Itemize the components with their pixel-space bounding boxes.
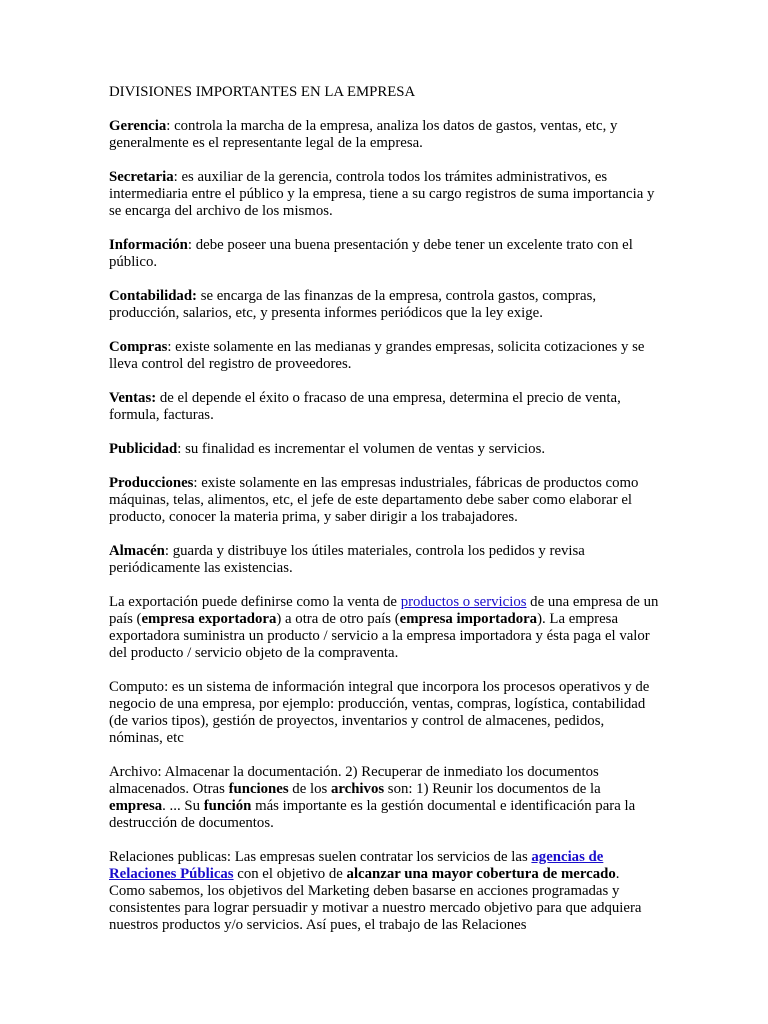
paragraph-gerencia	[109, 118, 659, 152]
relaciones-bold-cobertura: alcanzar una mayor cobertura de mercado	[346, 866, 616, 882]
paragraph-compras	[109, 339, 659, 373]
paragraph-archivo	[109, 764, 659, 832]
term-informacion: Información	[109, 237, 188, 253]
term-ventas: Ventas:	[109, 390, 157, 406]
term-gerencia: Gerencia	[109, 118, 167, 134]
exportacion-bold-exportadora: empresa exportadora	[141, 611, 277, 627]
term-almacen: Almacén	[109, 543, 165, 559]
text-ventas: de el depende el éxito o fracaso de una empresa, determina el precio de venta, formula, facturas.	[109, 390, 621, 423]
paragraph-relaciones	[109, 849, 659, 934]
archivo-text-2: de los	[288, 781, 331, 797]
link-agencias-relaciones-publicas[interactable]: agencias de Relaciones Públicas	[109, 849, 604, 882]
paragraph-almacen	[109, 543, 659, 577]
paragraph-publicidad	[109, 441, 659, 458]
text-almacen: : guarda y distribuye los útiles materiales, controla los pedidos y revisa periódicamente las existencias.	[109, 543, 585, 576]
relaciones-text-1: Relaciones publicas: Las empresas suelen contratar los servicios de las	[109, 849, 532, 865]
paragraph-contabilidad	[109, 288, 659, 322]
paragraph-ventas	[109, 390, 659, 424]
exportacion-bold-importadora: empresa importadora	[399, 611, 538, 627]
archivo-text-5: más importante es la gestión documental e identificación para la destrucción de documentos.	[109, 798, 636, 831]
exportacion-text-2: de una empresa de un país (	[109, 594, 659, 627]
archivo-bold-funcion: función	[203, 798, 252, 814]
exportacion-text-3: ) a otra de otro país (	[276, 611, 400, 627]
relaciones-text-2: con el objetivo de	[233, 866, 347, 882]
text-compras: : existe solamente en las medianas y grandes empresas, solicita cotizaciones y se lleva control del registro de proveedores.	[109, 339, 645, 372]
document-title: DIVISIONES IMPORTANTES EN LA EMPRESA	[109, 84, 416, 100]
exportacion-text-4: ). La empresa exportadora suministra un producto / servicio a la empresa importadora y ésta paga el valor del producto / servicio objeto de la compraventa.	[109, 611, 650, 661]
text-producciones: : existe solamente en las empresas industriales, fábricas de productos como máquinas, telas, alimentos, etc, el jefe de este departamento debe saber como elaborar el producto, conocer la materia prima, y saber dirigir a los trabajadores.	[109, 475, 639, 525]
archivo-text-3: son: 1) Reunir los documentos de la	[384, 781, 601, 797]
archivo-bold-empresa: empresa	[109, 798, 163, 814]
term-contabilidad: Contabilidad:	[109, 288, 197, 304]
text-informacion: : debe poseer una buena presentación y debe tener un excelente trato con el público.	[109, 237, 633, 270]
paragraph-producciones	[109, 475, 659, 526]
paragraph-informacion	[109, 237, 659, 271]
term-compras: Compras	[109, 339, 168, 355]
text-publicidad: : su finalidad es incrementar el volumen de ventas y servicios.	[177, 441, 546, 457]
term-secretaria: Secretaria	[109, 169, 174, 185]
text-secretaria: : es auxiliar de la gerencia, controla todos los trámites administrativos, es intermediaria entre el público y la empresa, tiene a su cargo registros de suma importancia y se encarga del archivo de los mismos.	[109, 169, 655, 219]
paragraph-computo: Computo: es un sistema de información integral que incorpora los procesos operativos y de negocio de una empresa, por ejemplo: producción, ventas, compras, logística, contabilidad (de varios tipos), gestión de proyectos, inventarios y control de almacenes, pedidos, nóminas, etc	[109, 679, 650, 746]
archivo-bold-archivos: archivos	[330, 781, 385, 797]
text-contabilidad: se encarga de las finanzas de la empresa, controla gastos, compras, producción, salarios, etc, y presenta informes periódicos que la ley exige.	[109, 288, 597, 321]
text-gerencia: : controla la marcha de la empresa, analiza los datos de gastos, ventas, etc, y generalmente es el representante legal de la empresa.	[109, 118, 618, 151]
term-publicidad: Publicidad	[109, 441, 178, 457]
archivo-text-4: . ... Su	[162, 798, 204, 814]
exportacion-text-1: La exportación puede definirse como la venta de	[109, 594, 401, 610]
archivo-text-1: Archivo: Almacenar la documentación. 2) Recuperar de inmediato los documentos almacenados. Otras	[109, 764, 599, 797]
archivo-bold-funciones: funciones	[228, 781, 289, 797]
document-page	[109, 84, 659, 951]
term-producciones: Producciones	[109, 475, 194, 491]
paragraph-secretaria	[109, 169, 659, 220]
relaciones-text-3: . Como sabemos, los objetivos del Marketing deben basarse en acciones programadas y consistentes para lograr persuadir y motivar a nuestro mercado objetivo para que adquiera nuestros productos y/o servicios. Así pues, el trabajo de las Relaciones	[109, 866, 642, 933]
link-productos-servicios[interactable]: productos o servicios	[400, 594, 527, 610]
paragraph-exportacion	[109, 594, 659, 662]
